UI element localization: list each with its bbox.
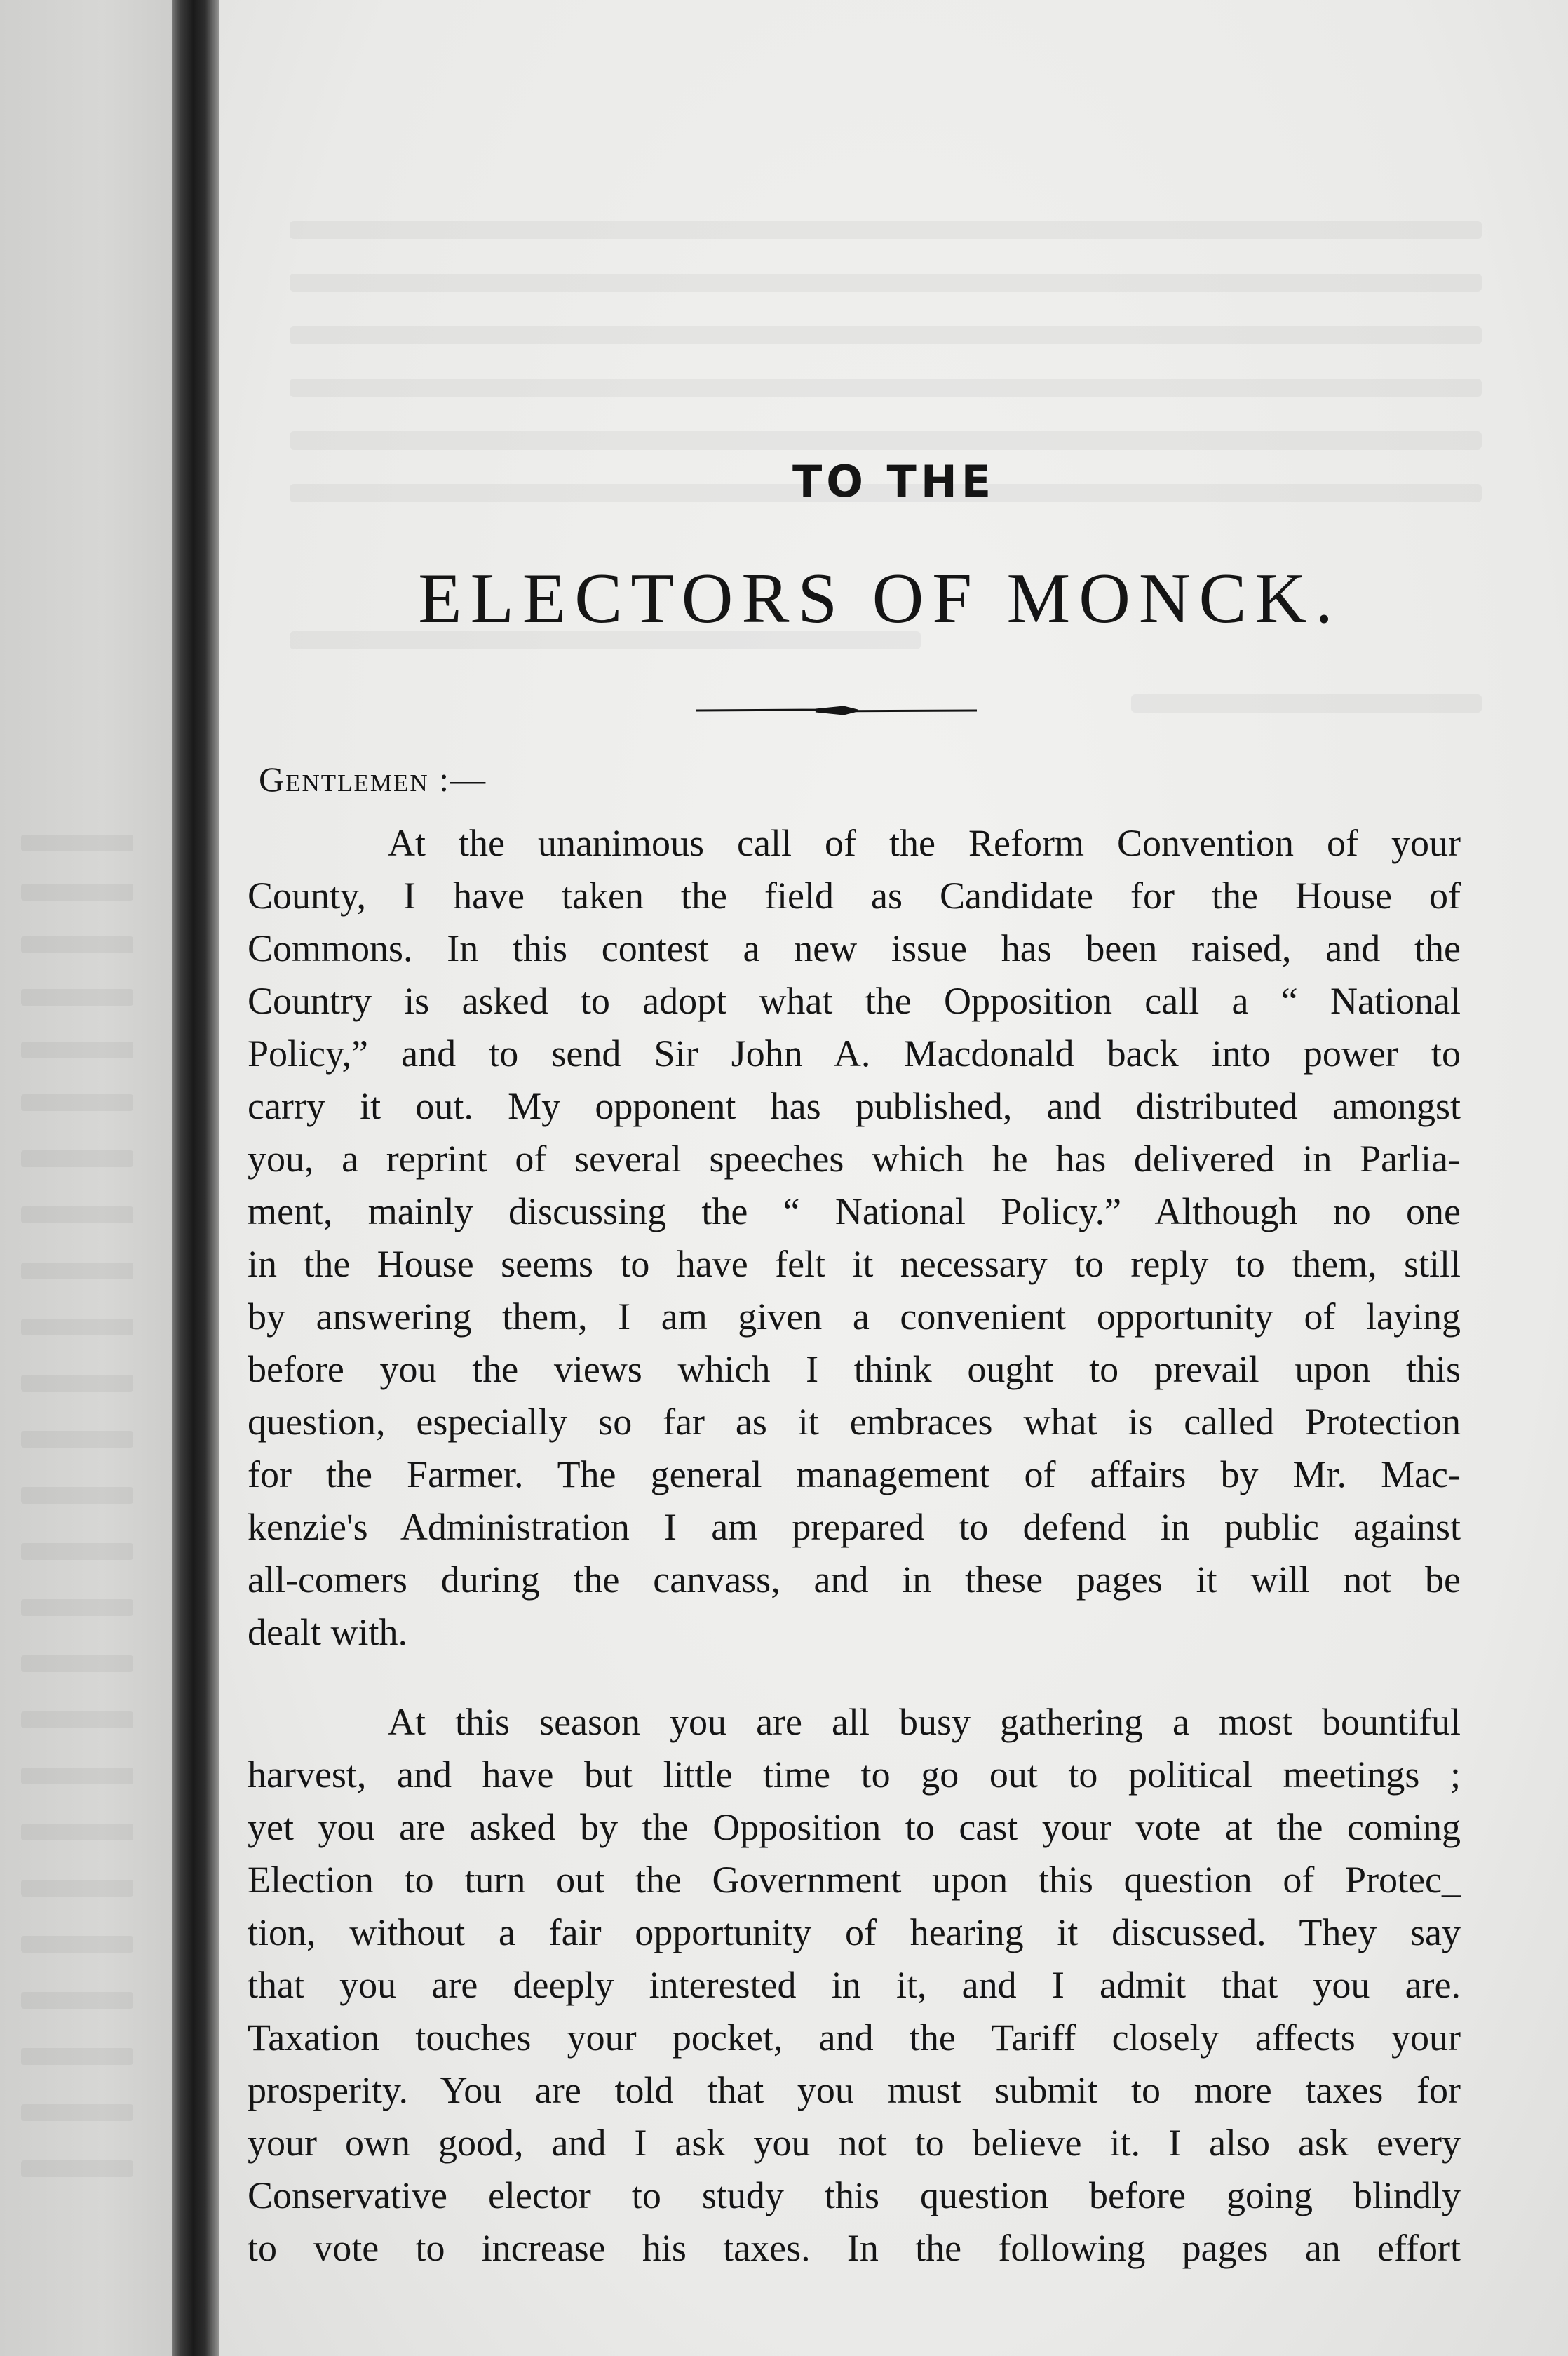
adjacent-page-text <box>21 1711 133 1728</box>
text-line: carry it out. My opponent has published, and distributed amongst <box>248 1085 1461 1127</box>
heading-to-the: TO THE <box>792 456 996 507</box>
text-line: in the House seems to have felt it necessary to reply to them, still <box>248 1243 1461 1285</box>
text-line: yet you are asked by the Opposition to cast your vote at the coming <box>248 1806 1461 1848</box>
text-line: for the Farmer. The general management of affairs by Mr. Mac- <box>248 1453 1461 1495</box>
text-line: County, I have taken the field as Candidate for the House of <box>248 875 1461 917</box>
text-line: prosperity. You are told that you must submit to more taxes for <box>248 2069 1461 2111</box>
adjacent-page-text <box>21 2104 133 2121</box>
text-line: all-comers during the canvass, and in these pages it will not be <box>248 1559 1461 1601</box>
adjacent-page-text <box>21 1319 133 1335</box>
text-line: Commons. In this contest a new issue has been raised, and the <box>248 927 1461 969</box>
adjacent-page-text <box>21 1375 133 1392</box>
text-line: before you the views which I think ought to prevail upon this <box>248 1348 1461 1390</box>
adjacent-page-text <box>21 1150 133 1167</box>
paragraph-1 <box>248 817 1461 1659</box>
text-line: Taxation touches your pocket, and the Tariff closely affects your <box>248 2017 1461 2059</box>
text-line: At the unanimous call of the Reform Convention of your <box>388 822 1461 864</box>
adjacent-page-text <box>21 1936 133 1953</box>
adjacent-page-text <box>21 1992 133 2009</box>
adjacent-page-text <box>21 2048 133 2065</box>
document-page <box>219 0 1568 2356</box>
text-line: kenzie's Administration I am prepared to defend in public against <box>248 1506 1461 1548</box>
book-spine <box>172 0 219 2356</box>
text-line: Policy,” and to send Sir John A. Macdonald back into power to <box>248 1032 1461 1075</box>
ornamental-rule <box>696 706 977 715</box>
adjacent-page-text <box>21 1263 133 1279</box>
salutation: Gentlemen :— <box>259 760 487 799</box>
text-line: your own good, and I ask you not to believe it. I also ask every <box>248 2122 1461 2164</box>
text-line: At this season you are all busy gathering a most bountiful <box>388 1701 1461 1743</box>
adjacent-page-text <box>21 989 133 1006</box>
adjacent-page-text <box>21 1655 133 1672</box>
bleed-through <box>290 326 1482 344</box>
bleed-through <box>1131 694 1482 713</box>
adjacent-page-text <box>21 1487 133 1504</box>
bleed-through <box>290 221 1482 239</box>
adjacent-page-text <box>21 835 133 851</box>
adjacent-page <box>0 0 172 2356</box>
adjacent-page-text <box>21 1431 133 1448</box>
adjacent-page-text <box>21 1880 133 1897</box>
adjacent-page-text <box>21 1206 133 1223</box>
adjacent-page-text <box>21 936 133 953</box>
text-line: that you are deeply interested in it, and I admit that you are. <box>248 1964 1461 2006</box>
adjacent-page-text <box>21 1543 133 1560</box>
adjacent-page-text <box>21 1042 133 1058</box>
bleed-through <box>290 431 1482 450</box>
bleed-through <box>290 274 1482 292</box>
text-line: Election to turn out the Government upon this question of Protec_ <box>248 1859 1461 1901</box>
text-line: Country is asked to adopt what the Opposition call a “ National <box>248 980 1461 1022</box>
text-line: Conservative elector to study this question before going blindly <box>248 2174 1461 2216</box>
adjacent-page-text <box>21 1599 133 1616</box>
paragraph-2 <box>248 1696 1461 2275</box>
text-line: harvest, and have but little time to go out to political meetings ; <box>248 1753 1461 1796</box>
text-line: ment, mainly discussing the “ National Policy.” Although no one <box>248 1190 1461 1232</box>
adjacent-page-text <box>21 1094 133 1111</box>
adjacent-page-text <box>21 1824 133 1840</box>
text-line: dealt with. <box>248 1611 407 1653</box>
text-line: question, especially so far as it embraces what is called Protection <box>248 1401 1461 1443</box>
text-line: to vote to increase his taxes. In the following pages an effort <box>248 2227 1461 2269</box>
text-line: by answering them, I am given a convenient opportunity of laying <box>248 1295 1461 1338</box>
bleed-through <box>290 379 1482 397</box>
adjacent-page-text <box>21 1768 133 1784</box>
document-title: ELECTORS OF MONCK. <box>418 559 1341 638</box>
text-line: tion, without a fair opportunity of hearing it discussed. They say <box>248 1911 1461 1953</box>
adjacent-page-text <box>21 2160 133 2177</box>
adjacent-page-text <box>21 884 133 901</box>
text-line: you, a reprint of several speeches which he has delivered in Parlia- <box>248 1138 1461 1180</box>
